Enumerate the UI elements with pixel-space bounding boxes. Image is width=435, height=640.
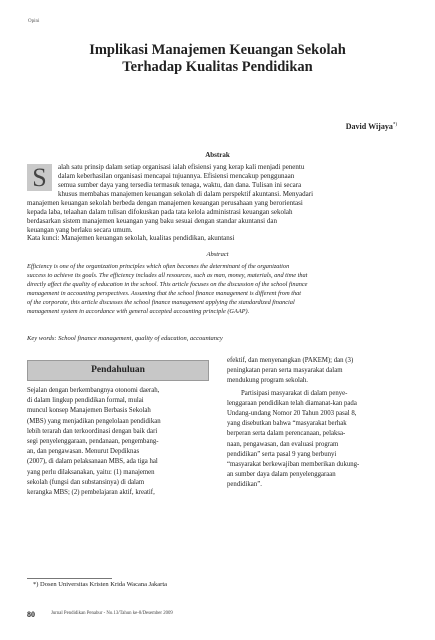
body-line: kerangka MBS; (2) pembelajaran aktif, kreatif, bbox=[27, 489, 155, 497]
body-paragraph-1 bbox=[227, 356, 409, 387]
abstract-en-heading: Abstract bbox=[206, 251, 229, 258]
page-number: 80 bbox=[27, 610, 35, 619]
body-line: Undang-undang Nomor 20 Tahun 2003 pasal 8, bbox=[227, 410, 357, 418]
body-line: Sejalan dengan berkembangnya otonomi daerah, bbox=[27, 387, 160, 394]
body-line: yang disebutkan bahwa “masyarakat berhak bbox=[227, 420, 347, 428]
title-line-1: Implikasi Manajemen Keuangan Sekolah bbox=[89, 42, 346, 58]
abstract-line: keuangan yang berlaku secara umum. bbox=[27, 226, 133, 234]
abstract-line: khusus membahas manajemen keuangan sekolah di dalam perspektif akuntansi. Menyadari bbox=[58, 190, 314, 198]
body-line: “masyarakat berkewajiban memberikan dukung- bbox=[227, 461, 360, 469]
body-line: (2007), di dalam pelaksanaan MBS, ada tiga hal bbox=[27, 458, 158, 466]
author-name bbox=[346, 122, 397, 131]
body-line: an, dan pengawasan. Menurut Depdiknas bbox=[27, 448, 140, 456]
abstract-en-line: success to achieve its goals. The efficiency includes all resources, such as man, money, materials, and time that bbox=[27, 272, 308, 279]
body-paragraph-2 bbox=[227, 389, 409, 491]
body-line: muncul konsep Manajemen Berbasis Sekolah bbox=[27, 407, 151, 415]
footnote-divider bbox=[27, 578, 112, 579]
abstract-text-top bbox=[58, 163, 408, 199]
drop-cap: S bbox=[27, 164, 52, 191]
abstract-en-line: Efficiency is one of the organization principles which often becomes the determinant of the organization bbox=[27, 263, 290, 270]
abstract-line: berdasarkan sistem manajemen keuangan yang baku sesuai dengan standar akuntansi dan bbox=[27, 217, 277, 225]
body-line: efektif, dan menyenangkan (PAKEM); dan (3) bbox=[227, 357, 354, 364]
body-column-left bbox=[27, 386, 207, 498]
abstract-en-line: management system in accordance with general accepted accounting principle (GAAP). bbox=[27, 308, 250, 315]
abstract-line: dalam keberhasilan organisasi mencapai tujuannya. Efisiensi mencakup penggunaan bbox=[58, 172, 295, 180]
author-footnote-mark: *) bbox=[392, 122, 397, 128]
author-footnote: *) Dosen Universitas Kristen Krida Wacana Jakarta bbox=[33, 581, 168, 588]
body-line: mendukung program sekolah. bbox=[227, 377, 308, 385]
body-line: yang perlu dilaksanakan, yaitu: (1) manajemen bbox=[27, 468, 155, 476]
journal-footer: Jurnal Pendidikan Penabur - No.13/Tahun ke-8/Desember 2009 bbox=[51, 611, 173, 616]
abstract-en-line: management in accounting perspectives. Assuming that the school finance management is different from that bbox=[27, 290, 301, 297]
body-line: di dalam lingkup pendidikan formal, mulai bbox=[27, 397, 144, 405]
title-line-2: Terhadap Kualitas Pendidikan bbox=[122, 59, 313, 75]
body-line: lebih terarah dan terkoordinasi dengan baik dari bbox=[27, 427, 158, 435]
abstract-en-line: of the corporate, this article discusses the school finance management applying the standardized financial bbox=[27, 299, 295, 306]
body-column-right bbox=[227, 356, 409, 491]
author-text: David Wijaya bbox=[345, 122, 393, 131]
section-tag: Opini bbox=[28, 19, 40, 24]
body-line: (MBS) yang menjadikan pengelolaan pendidikan bbox=[27, 417, 161, 425]
body-line: lenggaraan pendidikan telah diamanat-kan pada bbox=[227, 399, 357, 407]
body-line: berperan serta dalam perencanaan, pelaksa- bbox=[227, 430, 346, 438]
keywords-en: Key words: School finance management, quality of education, accountancy bbox=[27, 335, 223, 342]
abstract-line: semua sumber daya yang tersedia termasuk tenaga, waktu, dan dana. Tulisan ini secara bbox=[58, 181, 302, 189]
body-line: an sumber daya dalam penyelenggaraan bbox=[227, 471, 336, 479]
abstract-text-bottom bbox=[27, 199, 408, 235]
abstract-en-line: directly affect the quality of education in the school. This article focuses on the discussion of the school finance bbox=[27, 281, 308, 288]
body-line: segi penyelenggaraan, pendanaan, pengembang- bbox=[27, 438, 159, 446]
body-line: naan, pengawasan, dan evaluasi program bbox=[227, 440, 339, 448]
body-line: pendidikan” serta pasal 9 yang berbunyi bbox=[227, 450, 337, 458]
abstract-line: alah satu prinsip dalam setiap organisasi ialah efisiensi yang kerap kali menjadi penentu bbox=[58, 163, 305, 171]
abstract-line: kepada laba, telaahan dalam tulisan difokuskan pada tata kelola administrasi keuangan sekolah bbox=[27, 208, 293, 216]
body-line: pendidikan”. bbox=[227, 481, 262, 489]
keywords-id: Kata kunci: Manajemen keuangan sekolah, kualitas pendidikan, akuntansi bbox=[27, 234, 235, 242]
body-line: peningkatan peran serta masyarakat dalam bbox=[227, 367, 343, 375]
abstract-en-text bbox=[27, 262, 408, 316]
abstract-heading: Abstrak bbox=[205, 151, 230, 159]
body-line: Partisipasi masyarakat di dalam penye- bbox=[241, 389, 348, 397]
abstract-line: manajemen keuangan sekolah berbeda dengan manajemen keuangan perusahaan yang berorientasi bbox=[27, 199, 303, 207]
body-line: sekolah (fungsi dan substansinya) di dalam bbox=[27, 478, 145, 486]
section-heading-pendahuluan: Pendahuluan bbox=[27, 360, 209, 381]
article-title bbox=[40, 42, 395, 76]
